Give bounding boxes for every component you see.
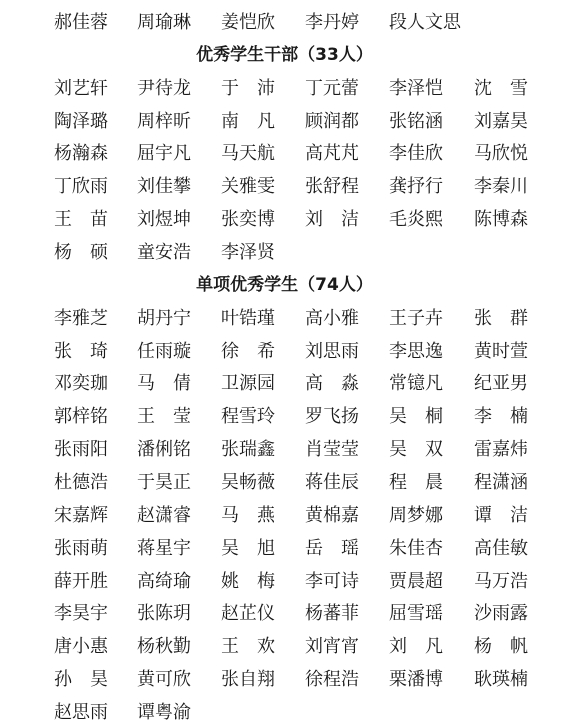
name-row	[0, 665, 569, 695]
student-name: 杜德浩	[54, 471, 108, 493]
student-name: 刘佳攀	[137, 176, 191, 198]
student-name: 刘煜坤	[137, 209, 191, 231]
student-name: 吴 双	[389, 439, 443, 461]
student-name: 徐程浩	[305, 669, 359, 690]
student-name: 张铭涵	[389, 110, 443, 132]
student-name: 李雅芝	[54, 307, 108, 329]
student-name: 吴畅薇	[221, 471, 275, 493]
student-name: 贾晨超	[389, 570, 443, 592]
student-name: 雷嘉炜	[474, 439, 528, 461]
student-name: 程 晨	[389, 471, 443, 493]
student-name: 肖莹莹	[305, 439, 359, 461]
student-name: 罗飞扬	[305, 406, 359, 428]
student-name: 栗潘博	[389, 669, 443, 690]
student-name: 郭梓铭	[54, 406, 108, 428]
section-heading: 优秀学生干部（33人）	[196, 44, 373, 65]
student-name: 蒋佳辰	[305, 471, 359, 493]
student-name: 杨瀚森	[54, 143, 108, 165]
student-name: 耿瑛楠	[474, 669, 528, 690]
student-name: 李秦川	[474, 176, 528, 198]
student-name: 刘嘉昊	[474, 110, 528, 132]
student-name: 刘思雨	[305, 340, 359, 362]
student-name: 高佳敏	[474, 537, 528, 559]
student-name: 张 琦	[54, 340, 108, 362]
student-name: 潘俐铭	[137, 439, 191, 461]
student-name: 陶泽璐	[54, 110, 108, 132]
student-name: 马 倩	[137, 373, 191, 395]
student-name: 龚抒行	[389, 176, 443, 198]
student-name: 谭粤渝	[137, 701, 191, 723]
student-name: 唐小惠	[54, 636, 108, 658]
name-row	[0, 501, 569, 531]
student-name: 李 楠	[474, 406, 528, 428]
student-name: 王 莹	[137, 406, 191, 428]
student-name: 黄时萱	[474, 340, 528, 362]
student-name: 赵思雨	[54, 701, 108, 723]
student-name: 郝佳蓉	[54, 12, 108, 33]
student-name: 张雨萌	[54, 537, 108, 559]
student-name: 马 燕	[221, 504, 275, 526]
student-name: 于 沛	[221, 77, 275, 99]
name-row	[0, 205, 569, 235]
student-name: 纪亚男	[474, 373, 528, 395]
name-row	[0, 468, 569, 498]
name-row	[0, 435, 569, 465]
student-name: 张 群	[474, 307, 528, 329]
student-name: 屈雪瑶	[389, 603, 443, 625]
name-row	[0, 304, 569, 334]
student-name: 童安浩	[137, 241, 191, 263]
student-name: 高 淼	[305, 373, 359, 395]
student-name: 顾润都	[305, 110, 359, 132]
student-name: 李泽恺	[389, 77, 443, 99]
student-name: 黄可欣	[137, 669, 191, 690]
name-row	[0, 139, 569, 169]
student-name: 常镱凡	[389, 373, 443, 395]
student-name: 关雅雯	[221, 176, 275, 198]
student-name: 胡丹宁	[137, 307, 191, 329]
student-name: 姜恺欣	[221, 12, 275, 33]
student-name: 赵芷仪	[221, 603, 275, 625]
student-name: 李昊宇	[54, 603, 108, 625]
name-row	[0, 369, 569, 399]
name-row	[0, 698, 569, 728]
name-row	[0, 599, 569, 629]
student-name: 王 苗	[54, 209, 108, 231]
student-name: 程雪玲	[221, 406, 275, 428]
student-name: 吴 桐	[389, 406, 443, 428]
student-name: 王子卉	[389, 307, 443, 329]
student-name: 李佳欣	[389, 143, 443, 165]
student-name: 邓奕珈	[54, 373, 108, 395]
student-name: 沈 雪	[474, 77, 528, 99]
student-name: 任雨璇	[137, 340, 191, 362]
section-heading: 单项优秀学生（74人）	[196, 274, 373, 295]
student-name: 朱佳杏	[389, 537, 443, 559]
name-row	[0, 534, 569, 564]
student-name: 杨 帆	[474, 636, 528, 658]
student-name: 吴 旭	[221, 537, 275, 559]
student-name: 杨秋勤	[137, 636, 191, 658]
name-row	[0, 402, 569, 432]
name-row	[0, 107, 569, 137]
student-name: 岳 瑶	[305, 537, 359, 559]
student-name: 丁欣雨	[54, 176, 108, 198]
student-name: 马万浩	[474, 570, 528, 592]
student-name: 宋嘉辉	[54, 504, 108, 526]
student-name: 刘 凡	[389, 636, 443, 658]
student-name: 杨 硕	[54, 241, 108, 263]
student-name: 高小雅	[305, 307, 359, 329]
name-row	[0, 632, 569, 662]
student-name: 王 欢	[221, 636, 275, 658]
student-name: 沙雨露	[474, 603, 528, 625]
student-name: 马欣悦	[474, 143, 528, 165]
student-name: 马天航	[221, 143, 275, 165]
student-name: 谭 洁	[474, 504, 528, 526]
student-name: 张奕博	[221, 209, 275, 231]
student-name: 毛炎熙	[389, 209, 443, 231]
name-row	[0, 238, 569, 268]
student-name: 张瑞鑫	[221, 439, 275, 461]
student-name: 尹待龙	[137, 77, 191, 99]
student-name: 高绮瑜	[137, 570, 191, 592]
student-name: 李思逸	[389, 340, 443, 362]
student-name: 赵潇睿	[137, 504, 191, 526]
student-name: 李泽贤	[221, 241, 275, 263]
student-name: 蒋星宇	[137, 537, 191, 559]
student-name: 程潇涵	[474, 471, 528, 493]
student-name: 刘宵宵	[305, 636, 359, 658]
student-name: 屈宇凡	[137, 143, 191, 165]
name-row	[0, 74, 569, 104]
student-name: 薛开胜	[54, 570, 108, 592]
student-name: 张舒程	[305, 176, 359, 198]
student-name: 周瑜琳	[137, 12, 191, 33]
student-name: 陈博森	[474, 209, 528, 231]
student-name: 姚 梅	[221, 570, 275, 592]
student-name: 张陈玥	[137, 603, 191, 625]
student-name: 丁元蕾	[305, 77, 359, 99]
student-name: 张雨阳	[54, 439, 108, 461]
student-name: 杨蕃菲	[305, 603, 359, 625]
name-row	[0, 172, 569, 202]
student-name: 周梓昕	[137, 110, 191, 132]
student-name: 卫源园	[221, 373, 275, 395]
name-row	[0, 337, 569, 367]
student-name: 叶锆瑾	[221, 307, 275, 329]
student-name: 周梦娜	[389, 504, 443, 526]
student-name: 李可诗	[305, 570, 359, 592]
student-name: 刘 洁	[305, 209, 359, 231]
student-name: 黄棉嘉	[305, 504, 359, 526]
name-row	[0, 8, 569, 38]
student-name: 张自翔	[221, 669, 275, 690]
student-name: 孙 昊	[54, 669, 108, 690]
student-name: 南 凡	[221, 110, 275, 132]
student-name: 于昊正	[137, 471, 191, 493]
student-name: 高芃芃	[305, 143, 359, 165]
student-name: 段人文思	[389, 12, 461, 33]
student-name: 李丹婷	[305, 12, 359, 33]
student-name: 刘艺轩	[54, 77, 108, 99]
student-name: 徐 希	[221, 340, 275, 362]
name-row	[0, 567, 569, 597]
